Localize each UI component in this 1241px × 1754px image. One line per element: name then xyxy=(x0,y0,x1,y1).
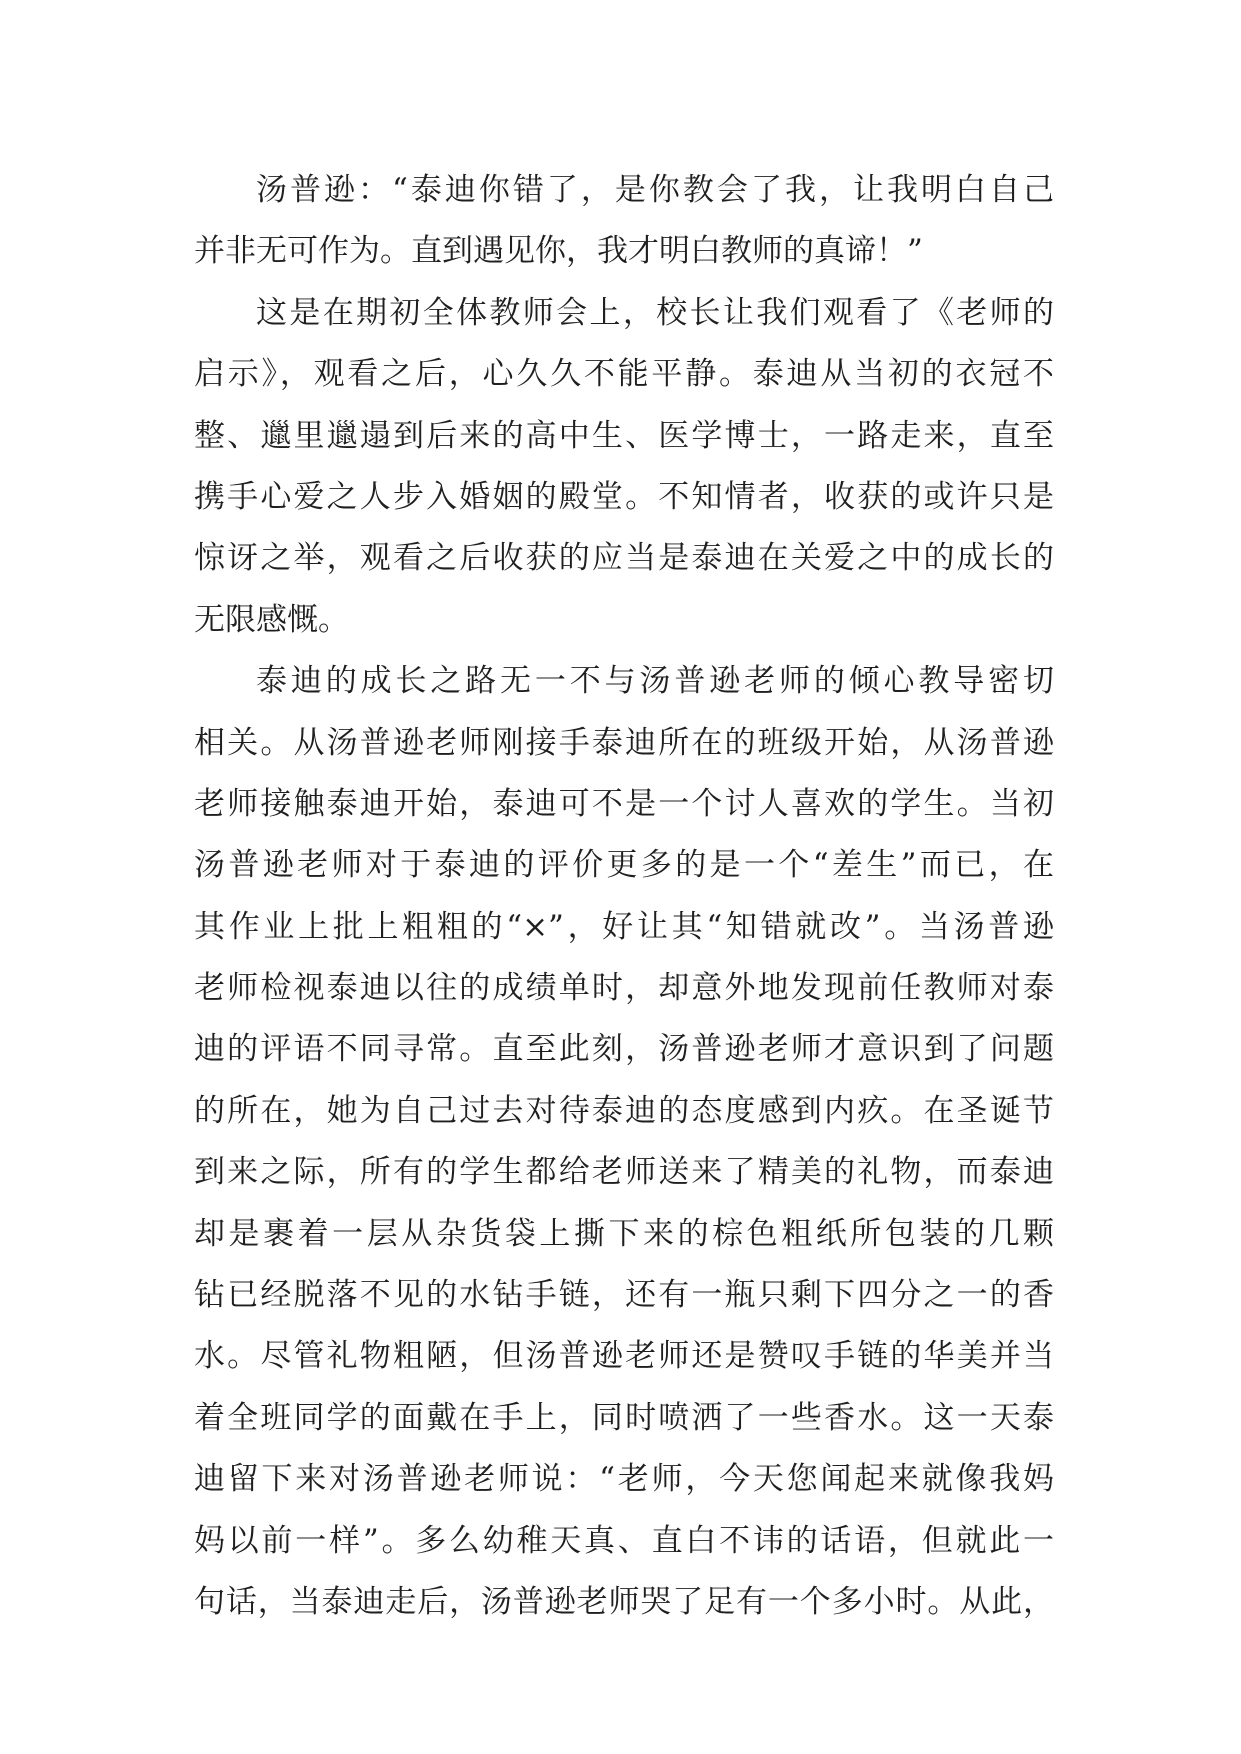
text-line: 携手心爱之人步入婚姻的殿堂。不知情者，收获的或许只是 xyxy=(194,478,1054,515)
text-line: 到来之际，所有的学生都给老师送来了精美的礼物，而泰迪 xyxy=(194,1154,1054,1191)
text-line: 这是在期初全体教师会上，校长让我们观看了《老师的 xyxy=(256,294,1054,331)
text-line: 迪的评语不同寻常。直至此刻，汤普逊老师才意识到了问题 xyxy=(194,1031,1054,1068)
text-line: 水。尽管礼物粗陋，但汤普逊老师还是赞叹手链的华美并当 xyxy=(194,1338,1054,1375)
text-line: 启示》，观看之后，心久久不能平静。泰迪从当初的衣冠不 xyxy=(194,356,1054,393)
text-line: 老师检视泰迪以往的成绩单时，却意外地发现前任教师对泰 xyxy=(194,970,1054,1007)
text-line: 其作业上批上粗粗的“×”，好让其“知错就改”。当汤普逊 xyxy=(194,908,1054,945)
paragraph-1 xyxy=(194,160,1054,283)
text-line: 惊讶之举，观看之后收获的应当是泰迪在关爱之中的成长的 xyxy=(194,540,1054,577)
text-line: 并非无可作为。直到遇见你，我才明白教师的真谛！” xyxy=(194,233,923,270)
text-line: 钻已经脱落不见的水钻手链，还有一瓶只剩下四分之一的香 xyxy=(194,1277,1054,1314)
text-line: 却是裹着一层从杂货袋上撕下来的棕色粗纸所包装的几颗 xyxy=(194,1215,1054,1252)
text-line: 妈以前一样”。多么幼稚天真、直白不讳的话语，但就此一 xyxy=(194,1522,1054,1559)
text-line: 迪留下来对汤普逊老师说：“老师，今天您闻起来就像我妈 xyxy=(194,1461,1054,1498)
document-body xyxy=(194,160,1054,1633)
text-line: 着全班同学的面戴在手上，同时喷洒了一些香水。这一天泰 xyxy=(194,1399,1054,1436)
text-line: 相关。从汤普逊老师刚接手泰迪所在的班级开始，从汤普逊 xyxy=(194,724,1054,761)
text-line: 泰迪的成长之路无一不与汤普逊老师的倾心教导密切 xyxy=(256,663,1054,700)
paragraph-3 xyxy=(194,651,1054,1633)
text-line: 无限感慨。 xyxy=(194,601,349,638)
paragraph-2 xyxy=(194,283,1054,651)
text-line: 汤普逊老师对于泰迪的评价更多的是一个“差生”而已，在 xyxy=(194,847,1054,884)
text-line: 整、邋里邋遢到后来的高中生、医学博士，一路走来，直至 xyxy=(194,417,1054,454)
text-line: 的所在，她为自己过去对待泰迪的态度感到内疚。在圣诞节 xyxy=(194,1092,1054,1129)
text-line: 汤普逊：“泰迪你错了，是你教会了我，让我明白自己 xyxy=(256,172,1054,208)
text-line: 句话，当泰迪走后，汤普逊老师哭了足有一个多小时。从此， xyxy=(194,1583,1054,1620)
text-line: 老师接触泰迪开始，泰迪可不是一个讨人喜欢的学生。当初 xyxy=(194,785,1054,822)
